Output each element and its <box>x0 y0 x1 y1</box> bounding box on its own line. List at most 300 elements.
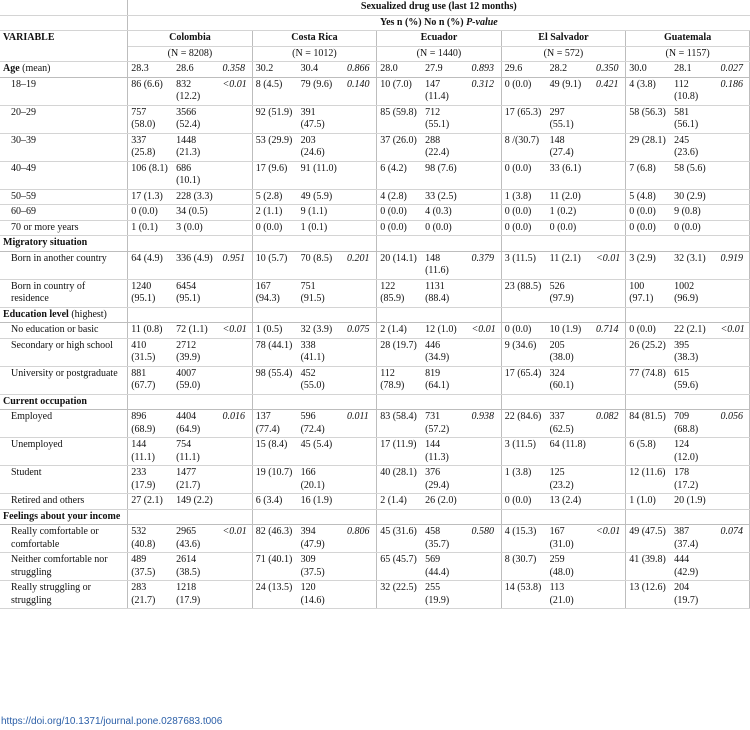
country-header-ecuador: Ecuador <box>377 31 502 47</box>
value-cell: 686 (10.1) <box>173 161 219 189</box>
value-cell: 166 (20.1) <box>298 466 344 494</box>
value-cell: 9 (34.6) <box>501 338 546 366</box>
p-value-cell <box>717 494 749 510</box>
p-value-cell <box>344 236 377 252</box>
value-cell <box>377 307 422 323</box>
header-blank-cell <box>0 0 128 15</box>
p-value-cell <box>593 220 626 236</box>
p-value-cell <box>593 438 626 466</box>
value-cell: 1 (3.8) <box>501 189 546 205</box>
p-value-cell <box>468 438 501 466</box>
value-cell: 10 (7.0) <box>377 77 422 105</box>
value-cell: 17 (1.3) <box>128 189 173 205</box>
value-cell: 10 (1.9) <box>547 323 593 339</box>
value-cell: 896 (68.9) <box>128 410 173 438</box>
section-note: (mean) <box>19 63 51 74</box>
value-cell: 91 (11.0) <box>298 161 344 189</box>
value-cell: 148 (11.6) <box>422 251 468 279</box>
row-label: Employed <box>0 410 128 438</box>
p-value-cell <box>593 494 626 510</box>
p-value-cell <box>717 279 749 307</box>
table-title: Sexualized drug use (last 12 months) <box>128 0 750 15</box>
value-cell: 17 (65.3) <box>501 105 546 133</box>
row-label: 18–19 <box>0 77 128 105</box>
p-value-cell: 0.056 <box>717 410 749 438</box>
value-cell: 819 (64.1) <box>422 366 468 394</box>
p-value-cell <box>219 279 252 307</box>
value-cell: 86 (6.6) <box>128 77 173 105</box>
p-value-cell <box>344 279 377 307</box>
p-value-cell <box>219 133 252 161</box>
value-cell <box>173 307 219 323</box>
p-value-cell <box>593 338 626 366</box>
p-value-cell <box>468 161 501 189</box>
value-cell: 100 (97.1) <box>626 279 671 307</box>
value-cell: 1 (0.1) <box>298 220 344 236</box>
value-cell: 13 (2.4) <box>547 494 593 510</box>
value-cell: 29.6 <box>501 62 546 78</box>
p-value-cell: 0.082 <box>593 410 626 438</box>
value-cell: 283 (21.7) <box>128 581 173 609</box>
p-value-cell <box>468 553 501 581</box>
value-cell: 3 (2.9) <box>626 251 671 279</box>
value-cell: 20 (14.1) <box>377 251 422 279</box>
value-cell <box>252 509 297 525</box>
value-cell: 23 (88.5) <box>501 279 546 307</box>
value-cell: 13 (12.6) <box>626 581 671 609</box>
p-value-cell <box>344 466 377 494</box>
value-cell: 6454 (95.1) <box>173 279 219 307</box>
value-cell: 446 (34.9) <box>422 338 468 366</box>
p-value-cell <box>468 394 501 410</box>
value-cell: 526 (97.9) <box>547 279 593 307</box>
value-cell: 17 (11.9) <box>377 438 422 466</box>
p-value-cell <box>593 366 626 394</box>
value-cell: 0 (0.0) <box>626 323 671 339</box>
value-cell: 148 (27.4) <box>547 133 593 161</box>
value-cell: 337 (25.8) <box>128 133 173 161</box>
section-row-feelings-about-your-income <box>0 509 750 525</box>
value-cell <box>626 307 671 323</box>
value-cell: 98 (55.4) <box>252 366 297 394</box>
value-cell: 395 (38.3) <box>671 338 717 366</box>
p-value-cell <box>468 205 501 221</box>
value-cell <box>547 509 593 525</box>
value-cell: 0 (0.0) <box>626 220 671 236</box>
value-cell: 376 (29.4) <box>422 466 468 494</box>
p-value-cell: 0.421 <box>593 77 626 105</box>
p-value-cell <box>468 366 501 394</box>
value-cell: 45 (5.4) <box>298 438 344 466</box>
table-row <box>0 279 750 307</box>
country-header-guatemala: Guatemala <box>626 31 750 47</box>
p-value-cell <box>344 189 377 205</box>
value-cell: 4 (0.3) <box>422 205 468 221</box>
value-cell: 178 (17.2) <box>671 466 717 494</box>
p-value-cell: 0.201 <box>344 251 377 279</box>
value-cell <box>626 509 671 525</box>
p-value-cell: 0.140 <box>344 77 377 105</box>
p-value-cell <box>344 161 377 189</box>
row-label: 50–59 <box>0 189 128 205</box>
value-cell: 228 (3.3) <box>173 189 219 205</box>
value-cell: 22 (84.6) <box>501 410 546 438</box>
value-cell: 1002 (96.9) <box>671 279 717 307</box>
p-value-cell <box>593 466 626 494</box>
section-label <box>0 236 128 252</box>
value-cell: 84 (81.5) <box>626 410 671 438</box>
value-cell: 144 (11.1) <box>128 438 173 466</box>
value-cell: 9 (0.8) <box>671 205 717 221</box>
p-value-cell <box>468 307 501 323</box>
value-cell: 1131 (88.4) <box>422 279 468 307</box>
value-cell: 569 (44.4) <box>422 553 468 581</box>
value-cell: 120 (14.6) <box>298 581 344 609</box>
p-value-cell <box>593 236 626 252</box>
row-label: Neither comfortable nor struggling <box>0 553 128 581</box>
p-value-cell <box>717 307 749 323</box>
value-cell: 58 (5.6) <box>671 161 717 189</box>
country-n-guatemala: (N = 1157) <box>626 46 750 62</box>
value-cell: 2 (1.1) <box>252 205 297 221</box>
row-label: 30–39 <box>0 133 128 161</box>
p-value-cell: <0.01 <box>219 77 252 105</box>
value-cell: 32 (3.1) <box>671 251 717 279</box>
value-cell <box>671 394 717 410</box>
p-value-cell <box>717 161 749 189</box>
value-cell: 28.3 <box>128 62 173 78</box>
value-cell <box>128 236 173 252</box>
p-value-cell <box>344 220 377 236</box>
p-value-cell: 0.016 <box>219 410 252 438</box>
value-cell <box>377 394 422 410</box>
value-cell: 137 (77.4) <box>252 410 297 438</box>
value-cell: 387 (37.4) <box>671 525 717 553</box>
value-cell: 14 (53.8) <box>501 581 546 609</box>
doi-link[interactable]: https://doi.org/10.1371/journal.pone.0287683.t006 <box>1 716 223 727</box>
value-cell: 40 (28.1) <box>377 466 422 494</box>
table-row <box>0 205 750 221</box>
value-cell: 49 (47.5) <box>626 525 671 553</box>
p-value-cell: 0.938 <box>468 410 501 438</box>
value-cell: 2965 (43.6) <box>173 525 219 553</box>
value-cell: 28.2 <box>547 62 593 78</box>
value-cell: 26 (2.0) <box>422 494 468 510</box>
value-cell: 98 (7.6) <box>422 161 468 189</box>
value-cell: 10 (5.7) <box>252 251 297 279</box>
value-cell: 3 (0.0) <box>173 220 219 236</box>
value-cell: 33 (6.1) <box>547 161 593 189</box>
p-value-cell <box>717 236 749 252</box>
row-label: Born in country of residence <box>0 279 128 307</box>
value-cell: 112 (78.9) <box>377 366 422 394</box>
value-cell: 71 (40.1) <box>252 553 297 581</box>
row-label: Student <box>0 466 128 494</box>
value-cell: 22 (2.1) <box>671 323 717 339</box>
value-cell: 0 (0.0) <box>501 77 546 105</box>
value-cell: 0 (0.0) <box>128 205 173 221</box>
p-value-cell: 0.075 <box>344 323 377 339</box>
value-cell: 255 (19.9) <box>422 581 468 609</box>
value-cell: 82 (46.3) <box>252 525 297 553</box>
value-cell: 11 (0.8) <box>128 323 173 339</box>
p-value-cell <box>593 205 626 221</box>
row-label: Unemployed <box>0 438 128 466</box>
value-cell: 1477 (21.7) <box>173 466 219 494</box>
value-cell: 125 (23.2) <box>547 466 593 494</box>
value-cell: 30.2 <box>252 62 297 78</box>
row-label: 40–49 <box>0 161 128 189</box>
row-label: Retired and others <box>0 494 128 510</box>
value-cell: 881 (67.7) <box>128 366 173 394</box>
p-value-cell <box>219 581 252 609</box>
section-label <box>0 394 128 410</box>
value-cell: 5 (2.8) <box>252 189 297 205</box>
value-cell: 28.0 <box>377 62 422 78</box>
p-value-cell <box>468 581 501 609</box>
value-cell <box>377 509 422 525</box>
row-label: 20–29 <box>0 105 128 133</box>
row-label: 60–69 <box>0 205 128 221</box>
p-value-cell: 0.806 <box>344 525 377 553</box>
value-cell: 26 (25.2) <box>626 338 671 366</box>
p-value-cell <box>219 394 252 410</box>
table-row <box>0 251 750 279</box>
value-cell: 4404 (64.9) <box>173 410 219 438</box>
country-n-ecuador: (N = 1440) <box>377 46 502 62</box>
value-cell: 167 (94.3) <box>252 279 297 307</box>
value-cell: 33 (2.5) <box>422 189 468 205</box>
value-cell: 6 (5.8) <box>626 438 671 466</box>
value-cell <box>252 394 297 410</box>
row-label: Born in another country <box>0 251 128 279</box>
value-cell: 92 (51.9) <box>252 105 297 133</box>
value-cell <box>252 236 297 252</box>
value-cell: 5 (4.8) <box>626 189 671 205</box>
value-cell: 28.6 <box>173 62 219 78</box>
value-cell: 757 (58.0) <box>128 105 173 133</box>
table-row <box>0 466 750 494</box>
value-cell: 1 (0.2) <box>547 205 593 221</box>
table-row <box>0 553 750 581</box>
value-cell: 754 (11.1) <box>173 438 219 466</box>
value-cell: 0 (0.0) <box>422 220 468 236</box>
value-cell <box>128 509 173 525</box>
value-cell: 8 (4.5) <box>252 77 297 105</box>
value-cell: 45 (31.6) <box>377 525 422 553</box>
value-cell: 0 (0.0) <box>501 205 546 221</box>
value-cell: 1 (1.0) <box>626 494 671 510</box>
p-value-cell <box>219 366 252 394</box>
p-value-cell <box>717 338 749 366</box>
p-value-cell <box>344 338 377 366</box>
table-row <box>0 189 750 205</box>
p-value-cell <box>593 394 626 410</box>
value-cell <box>252 307 297 323</box>
header-country-row <box>0 31 750 47</box>
value-cell <box>298 307 344 323</box>
p-value-cell: 0.358 <box>219 62 252 78</box>
value-cell <box>298 394 344 410</box>
p-value-cell <box>468 189 501 205</box>
p-value-cell: 0.350 <box>593 62 626 78</box>
value-cell: 8 (30.7) <box>501 553 546 581</box>
p-value-cell <box>344 394 377 410</box>
p-value-cell <box>717 133 749 161</box>
p-value-cell <box>717 581 749 609</box>
value-cell: 2712 (39.9) <box>173 338 219 366</box>
p-value-cell: <0.01 <box>717 323 749 339</box>
table-row <box>0 366 750 394</box>
value-cell: 581 (56.1) <box>671 105 717 133</box>
value-cell: 731 (57.2) <box>422 410 468 438</box>
p-value-cell: <0.01 <box>593 525 626 553</box>
value-cell: 0 (0.0) <box>501 161 546 189</box>
p-value-cell: <0.01 <box>219 323 252 339</box>
p-value-cell <box>717 553 749 581</box>
p-value-cell <box>717 394 749 410</box>
table-row <box>0 220 750 236</box>
value-cell: 410 (31.5) <box>128 338 173 366</box>
value-cell: 458 (35.7) <box>422 525 468 553</box>
value-cell <box>422 236 468 252</box>
value-cell: 27 (2.1) <box>128 494 173 510</box>
value-cell: 29 (28.1) <box>626 133 671 161</box>
table-row <box>0 77 750 105</box>
value-cell: 20 (1.9) <box>671 494 717 510</box>
table-row <box>0 410 750 438</box>
p-value-cell <box>468 466 501 494</box>
p-value-cell <box>717 205 749 221</box>
p-value-cell <box>219 553 252 581</box>
row-label: Really comfortable or comfortable <box>0 525 128 553</box>
value-cell: 11 (2.1) <box>547 251 593 279</box>
p-value-cell <box>593 133 626 161</box>
value-cell: 49 (9.1) <box>547 77 593 105</box>
value-cell: 709 (68.8) <box>671 410 717 438</box>
value-cell: 37 (26.0) <box>377 133 422 161</box>
section-title: Feelings about your income <box>3 510 121 522</box>
value-cell: 4 (2.8) <box>377 189 422 205</box>
value-cell: 4 (3.8) <box>626 77 671 105</box>
p-value-cell <box>593 105 626 133</box>
value-cell: 79 (9.6) <box>298 77 344 105</box>
p-value-cell <box>593 553 626 581</box>
table-row <box>0 323 750 339</box>
value-cell <box>128 307 173 323</box>
value-cell <box>671 236 717 252</box>
table-row <box>0 161 750 189</box>
value-cell: 0 (0.0) <box>547 220 593 236</box>
value-cell: 8 /(30.7) <box>501 133 546 161</box>
p-value-cell: 0.027 <box>717 62 749 78</box>
table-row <box>0 494 750 510</box>
p-value-cell: <0.01 <box>468 323 501 339</box>
value-cell <box>422 307 468 323</box>
value-cell: 122 (85.9) <box>377 279 422 307</box>
value-cell: 712 (55.1) <box>422 105 468 133</box>
value-cell: 0 (0.0) <box>501 323 546 339</box>
value-cell: 309 (37.5) <box>298 553 344 581</box>
value-cell: 336 (4.9) <box>173 251 219 279</box>
value-cell: 338 (41.1) <box>298 338 344 366</box>
p-value-cell <box>468 220 501 236</box>
p-value-cell <box>219 161 252 189</box>
p-value-cell <box>219 509 252 525</box>
value-cell: 53 (29.9) <box>252 133 297 161</box>
p-value-cell <box>344 553 377 581</box>
value-cell: 24 (13.5) <box>252 581 297 609</box>
p-value-cell <box>219 494 252 510</box>
section-row-current-occupation <box>0 394 750 410</box>
value-cell: 337 (62.5) <box>547 410 593 438</box>
header-title-row <box>0 0 750 15</box>
p-value-cell <box>593 307 626 323</box>
value-cell: 147 (11.4) <box>422 77 468 105</box>
header-blank-cell <box>0 15 128 31</box>
p-value-cell <box>219 338 252 366</box>
value-cell: 245 (23.6) <box>671 133 717 161</box>
p-value-cell <box>468 509 501 525</box>
value-cell: 30.0 <box>626 62 671 78</box>
value-cell: 297 (55.1) <box>547 105 593 133</box>
value-cell: 532 (40.8) <box>128 525 173 553</box>
section-label <box>0 62 128 78</box>
section-title: Age <box>3 63 20 74</box>
p-value-cell: <0.01 <box>219 525 252 553</box>
value-cell <box>671 509 717 525</box>
country-header-colombia: Colombia <box>128 31 253 47</box>
value-cell: 12 (11.6) <box>626 466 671 494</box>
p-value-cell <box>593 279 626 307</box>
p-value-cell <box>219 307 252 323</box>
section-row-age <box>0 62 750 78</box>
p-value-cell <box>219 466 252 494</box>
value-cell <box>173 236 219 252</box>
value-cell: 167 (31.0) <box>547 525 593 553</box>
section-row-migratory-situation <box>0 236 750 252</box>
value-cell <box>501 236 546 252</box>
variable-header: VARIABLE <box>0 31 128 62</box>
value-cell <box>422 394 468 410</box>
value-cell: 85 (59.8) <box>377 105 422 133</box>
value-cell: 6 (3.4) <box>252 494 297 510</box>
value-cell <box>626 394 671 410</box>
country-n-colombia: (N = 8208) <box>128 46 253 62</box>
p-value-cell <box>219 438 252 466</box>
p-value-cell <box>717 466 749 494</box>
table-row <box>0 581 750 609</box>
value-cell: 113 (21.0) <box>547 581 593 609</box>
p-value-cell: 0.074 <box>717 525 749 553</box>
p-value-cell <box>344 205 377 221</box>
value-cell: 32 (3.9) <box>298 323 344 339</box>
value-cell: 596 (72.4) <box>298 410 344 438</box>
value-cell: 19 (10.7) <box>252 466 297 494</box>
section-row-education-level <box>0 307 750 323</box>
p-value-cell <box>593 161 626 189</box>
value-cell: 4 (15.3) <box>501 525 546 553</box>
value-cell: 0 (0.0) <box>671 220 717 236</box>
p-value-cell <box>717 189 749 205</box>
value-cell: 3 (11.5) <box>501 251 546 279</box>
p-value-cell: 0.011 <box>344 410 377 438</box>
value-cell: 30.4 <box>298 62 344 78</box>
p-value-cell: 0.919 <box>717 251 749 279</box>
value-cell: 65 (45.7) <box>377 553 422 581</box>
p-value-cell: 0.714 <box>593 323 626 339</box>
value-cell: 70 (8.5) <box>298 251 344 279</box>
